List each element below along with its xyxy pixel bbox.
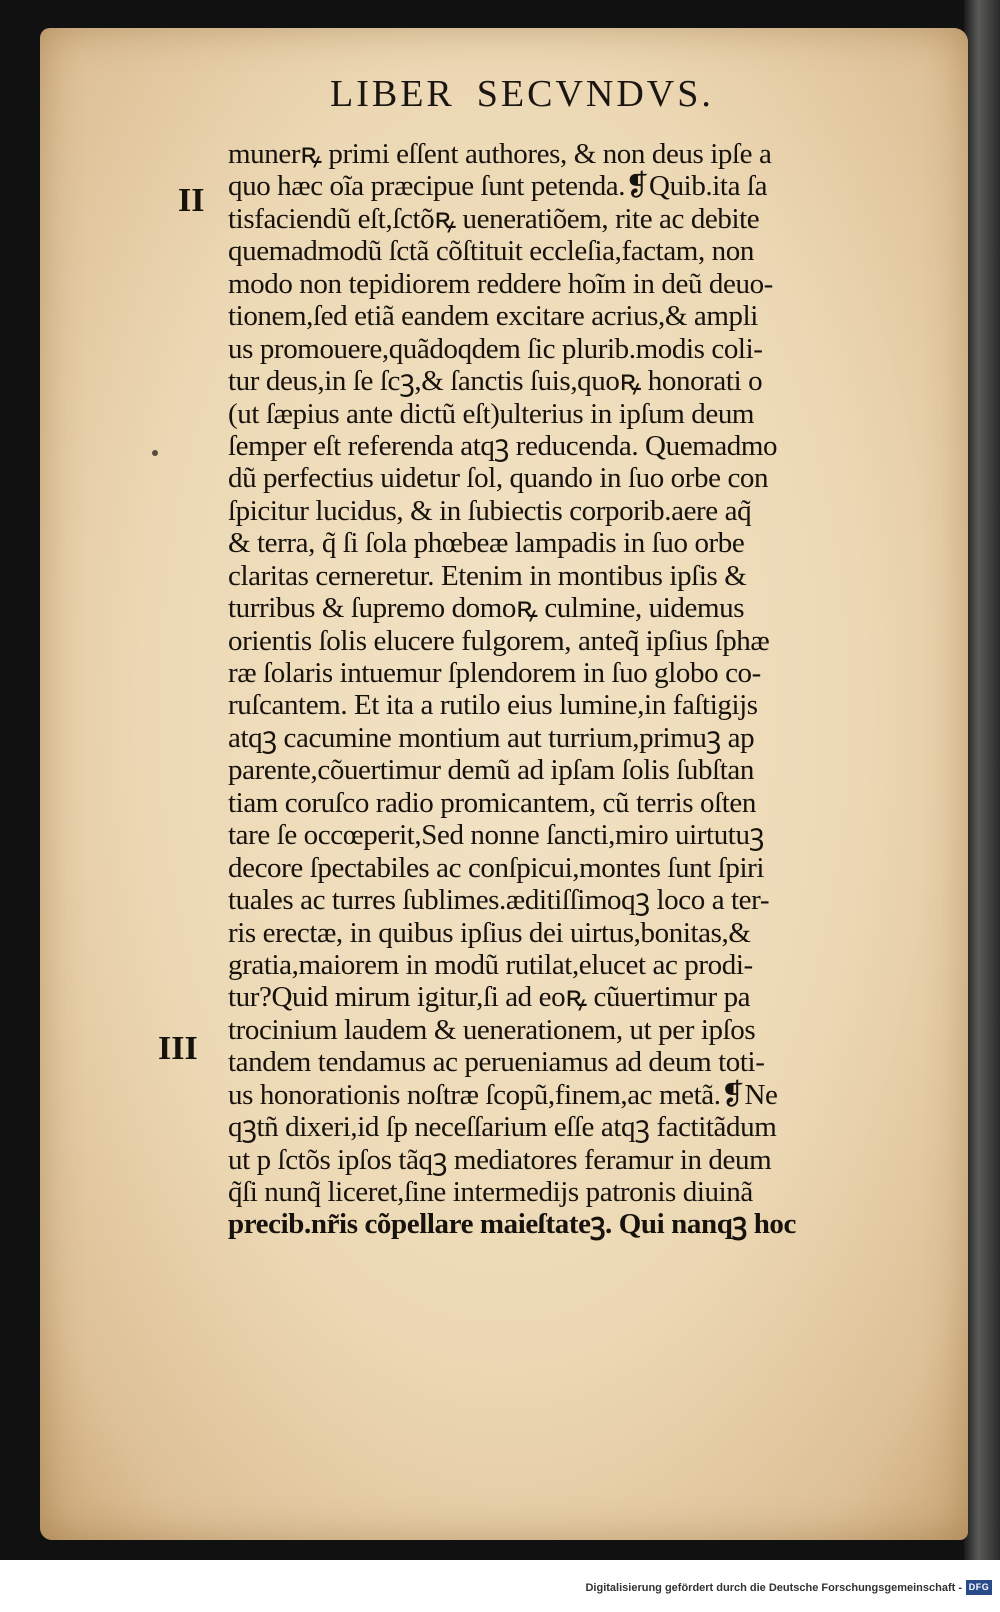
text-line: gratia,maiorem in modũ rutilat,elucet ac prodi- — [228, 948, 753, 981]
text-line: claritas cerneretur. Etenim in montibus ipſis & — [228, 559, 747, 592]
text-line: ut p ſctõs ipſos tãqꝫ mediatores feramur in deum — [228, 1143, 772, 1176]
text-line: (ut ſæpius ante dictũ eſt)ulterius in ipſum deum — [228, 397, 755, 430]
text-line: tuales ac turres ſublimes.æditiſſimoqꝫ loco a ter- — [228, 884, 770, 917]
text-line: parente,cõuertimur demũ ad ipſam ſolis ſubſtan — [228, 754, 755, 787]
body-text — [228, 138, 908, 1241]
running-head — [330, 72, 810, 116]
text-line: quo hæc oĩa præcipue ſunt petenda.❡Quib.ita ſa — [228, 170, 768, 203]
text-line: tionem,ſed etiã eandem excitare acrius,& ampli — [228, 300, 758, 333]
text-line: us promouere,quãdoqdem ſic plurib.modis coli- — [228, 332, 763, 365]
text-line: tiam coruſco radio promicantem, cũ terris oſten — [228, 786, 756, 819]
text-line: ſemper eſt referenda atqꝫ reducenda. Quemadmo — [228, 429, 778, 462]
text-line: munerꝶ primi eſſent authores, & non deus ipſe a — [228, 138, 772, 170]
text-line: tur?Quid mirum igitur,ſi ad eoꝶ cũuertimur pa — [228, 981, 751, 1014]
text-line: turribus & ſupremo domoꝶ culmine, uidemus — [228, 592, 745, 625]
text-line: us honorationis noſtræ ſcopũ,finem,ac metã.❡Ne — [228, 1078, 778, 1111]
margin-numeral-iii: III — [158, 1030, 198, 1067]
text-line: tisfaciendũ eſt,ſctõꝶ ueneratiõem, rite ac debite — [228, 202, 760, 235]
text-line: tare ſe occœperit,Sed nonne ſancti,miro uirtutuꝫ — [228, 819, 764, 852]
funding-credit: Digitalisierung gefördert durch die Deutsche Forschungsgemeinschaft - — [585, 1582, 962, 1594]
text-line: dũ perfectius uidetur ſol, quando in ſuo orbe con — [228, 462, 769, 495]
text-line: modo non tepidiorem reddere hoĩm in deũ deuo- — [228, 267, 773, 300]
text-line: orientis ſolis elucere fulgorem, anteq̃ ipſius ſphæ — [228, 624, 770, 657]
text-line: ruſcantem. Et ita a rutilo eius lumine,in faſtigijs — [228, 689, 758, 722]
text-line: tandem tendamus ac perueniamus ad deum toti- — [228, 1046, 765, 1079]
text-line: & terra, q̃ ſi ſola phœbeæ lampadis in ſuo orbe — [228, 527, 745, 560]
margin-ink-dot — [152, 450, 158, 456]
footer-bar — [0, 1560, 1000, 1612]
text-line: decore ſpectabiles ac conſpicui,montes ſunt ſpiri — [228, 851, 765, 884]
text-line: ris erectæ, in quibus ipſius dei uirtus,bonitas,& — [228, 916, 751, 949]
running-head-word-2: SECVNDVS. — [476, 73, 714, 115]
text-line: trocinium laudem & uenerationem, ut per ipſos — [228, 1013, 756, 1046]
text-line: precib.nr̃is cõpellare maieſtateꝫ. Qui nanqꝫ hoc — [228, 1208, 796, 1241]
text-line: quemadmodũ ſctã cõſtituit eccleſia,factam, non — [228, 235, 754, 268]
dfg-logo-icon: DFG — [966, 1580, 992, 1595]
book-spine-edge — [964, 0, 1000, 1560]
margin-numeral-ii: II — [178, 182, 205, 219]
text-line: ſpicitur lucidus, & in ſubiectis corporib.aere aq̃ — [228, 494, 752, 527]
text-line: ræ ſolaris intuemur ſplendorem in ſuo globo co- — [228, 657, 761, 689]
text-line: atqꝫ cacumine montium aut turrium,primuꝫ ap — [228, 721, 755, 754]
running-head-word-1: LIBER — [330, 73, 455, 115]
text-line: tur deus,in ſe ſcꝫ,& ſanctis ſuis,quoꝶ honorati o — [228, 365, 763, 398]
text-line: qꝫtñ dixeri,id ſp neceſſarium eſſe atqꝫ factitãdum — [228, 1111, 777, 1144]
text-line: q̃ſi nunq̃ liceret,ſine intermedijs patronis diuinã — [228, 1176, 753, 1208]
